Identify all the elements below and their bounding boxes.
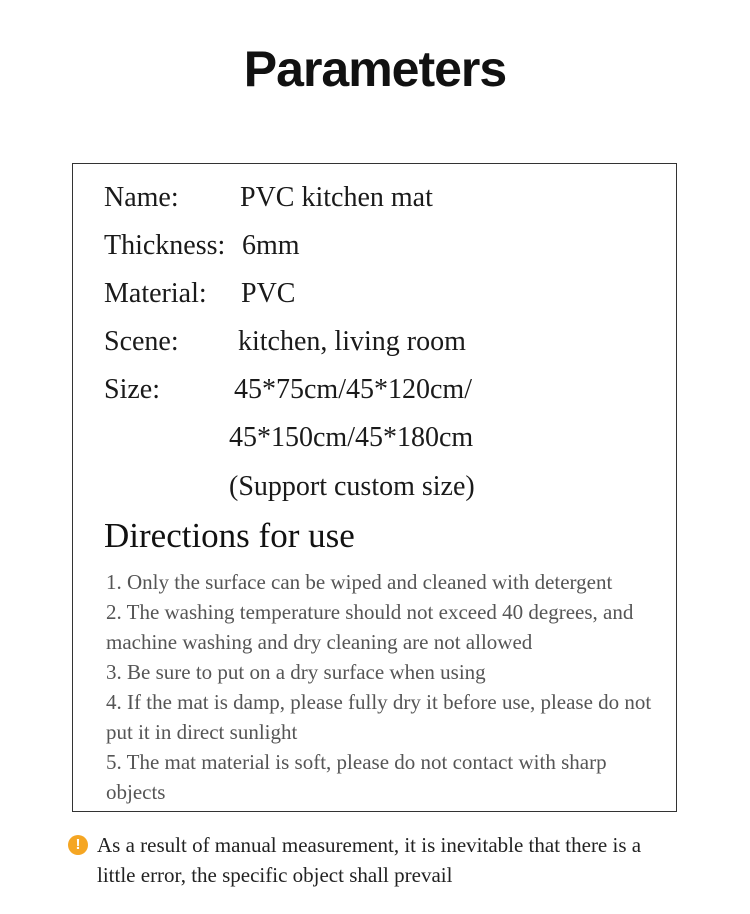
param-value: PVC kitchen mat xyxy=(240,182,433,213)
direction-item: 2. The washing temperature should not exceed 40 degrees, and machine washing and dry cleaning are not allowed xyxy=(106,600,634,654)
parameters-box xyxy=(72,163,677,812)
param-value: (Support custom size) xyxy=(229,471,475,502)
page-title: Parameters xyxy=(243,41,507,97)
direction-item: 4. If the mat is damp, please fully dry it before use, please do not put it in direct sunlight xyxy=(106,690,652,744)
param-label: Size: xyxy=(104,374,160,405)
direction-item: 3. Be sure to put on a dry surface when using xyxy=(106,660,486,684)
direction-item: 1. Only the surface can be wiped and cleaned with detergent xyxy=(106,570,613,594)
param-label: Scene: xyxy=(104,326,179,357)
param-value: 6mm xyxy=(242,230,300,261)
param-value: 45*75cm/45*120cm/ xyxy=(234,374,472,405)
param-value: kitchen, living room xyxy=(238,326,466,357)
param-value: 45*150cm/45*180cm xyxy=(229,422,474,453)
exclamation-icon: ! xyxy=(68,835,88,855)
directions-title: Directions for use xyxy=(104,516,355,555)
note-text: As a result of manual measurement, it is inevitable that there is a little error, the specific object shall prevail xyxy=(97,833,642,887)
param-value: PVC xyxy=(241,278,296,309)
param-label: Thickness: xyxy=(104,230,226,261)
param-label: Material: xyxy=(104,278,207,309)
direction-item: 5. The mat material is soft, please do not contact with sharp objects xyxy=(106,750,607,804)
param-label: Name: xyxy=(104,182,179,213)
